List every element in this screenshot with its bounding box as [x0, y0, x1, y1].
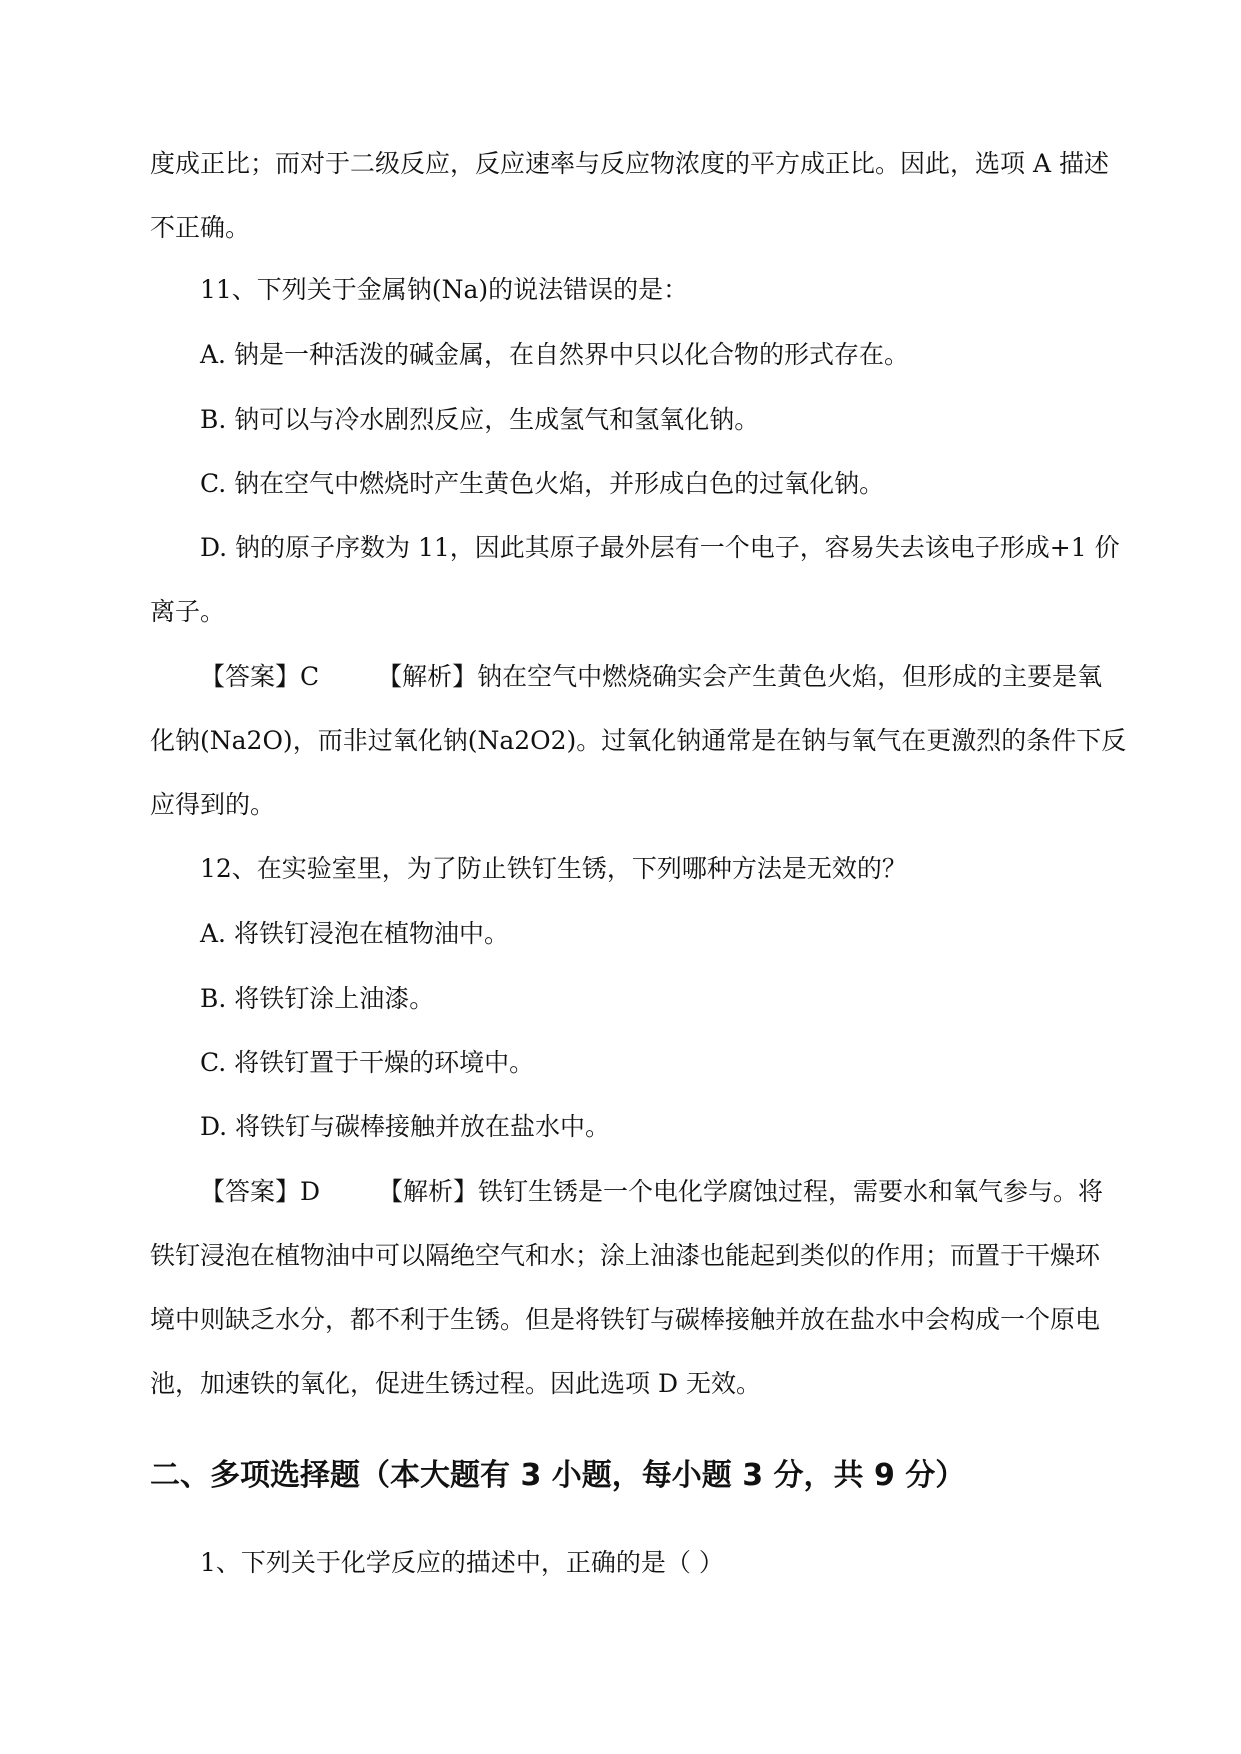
question-11-option-a: A. 钠是一种活泼的碱金属，在自然界中只以化合物的形式存在。	[200, 340, 909, 369]
question-12-answer-analysis	[200, 1174, 1104, 1210]
analysis-text: 【解析】铁钉生锈是一个电化学腐蚀过程，需要水和氧气参与。将	[378, 1177, 1104, 1206]
question-12-stem: 12、在实验室里，为了防止铁钉生锈，下列哪种方法是无效的？	[200, 854, 907, 883]
analysis-text: 【解析】钠在空气中燃烧确实会产生黄色火焰，但形成的主要是氧	[377, 662, 1103, 691]
section-heading: 二、多项选择题（本大题有 3 小题，每小题 3 分，共 9 分）	[150, 1458, 966, 1493]
question-12-option-a: A. 将铁钉浸泡在植物油中。	[200, 919, 509, 948]
analysis-line: 池，加速铁的氧化，促进生锈过程。因此选项 D 无效。	[150, 1369, 761, 1398]
section-2-question-1-stem: 1、下列关于化学反应的描述中，正确的是（ ）	[200, 1548, 724, 1577]
question-11-answer-analysis	[200, 659, 1103, 695]
question-11-option-b: B. 钠可以与冷水剧烈反应，生成氢气和氢氧化钠。	[200, 405, 760, 434]
question-11-option-d-cont: 离子。	[150, 597, 226, 626]
analysis-line: 应得到的。	[150, 790, 276, 819]
analysis-line: 化钠(Na2O)，而非过氧化钠(Na2O2)。过氧化钠通常是在钠与氧气在更激烈的条件下反	[150, 726, 1127, 755]
question-11-stem: 11、下列关于金属钠(Na)的说法错误的是：	[200, 275, 689, 304]
analysis-line: 铁钉浸泡在植物油中可以隔绝空气和水；涂上油漆也能起到类似的作用；而置于干燥环	[150, 1241, 1101, 1270]
analysis-line: 境中则缺乏水分，都不利于生锈。但是将铁钉与碳棒接触并放在盐水中会构成一个原电	[150, 1305, 1101, 1334]
question-12-option-b: B. 将铁钉涂上油漆。	[200, 984, 435, 1013]
paragraph-line: 度成正比；而对于二级反应，反应速率与反应物浓度的平方成正比。因此，选项 A 描述	[150, 149, 1109, 178]
question-12-option-c: C. 将铁钉置于干燥的环境中。	[200, 1048, 535, 1077]
question-11-option-c: C. 钠在空气中燃烧时产生黄色火焰，并形成白色的过氧化钠。	[200, 469, 885, 498]
paragraph-line: 不正确。	[150, 213, 251, 242]
question-11-option-d: D. 钠的原子序数为 11，因此其原子最外层有一个电子，容易失去该电子形成+1 价	[200, 533, 1120, 562]
answer-label: 【答案】C	[200, 662, 320, 691]
answer-label: 【答案】D	[200, 1177, 321, 1206]
question-12-option-d: D. 将铁钉与碳棒接触并放在盐水中。	[200, 1112, 611, 1141]
